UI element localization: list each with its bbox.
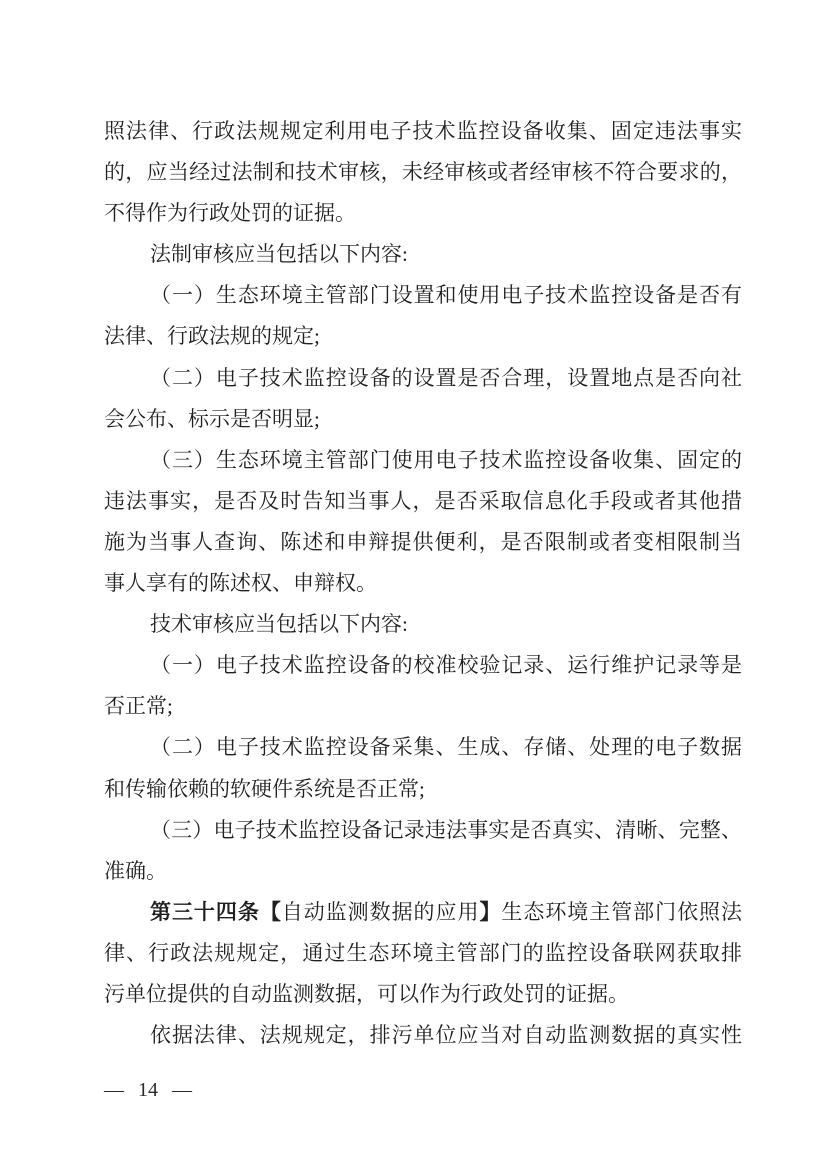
text-line	[104, 892, 742, 933]
text-segment: 技术审核应当包括以下内容:	[150, 612, 408, 637]
text-segment: 准确。	[104, 858, 167, 883]
text-line	[104, 316, 742, 357]
page-footer	[104, 1079, 192, 1101]
text-line	[104, 933, 742, 974]
text-segment: 法律、行政法规的规定;	[104, 324, 320, 349]
text-segment: （二）电子技术监控设备的设置是否合理，设置地点是否向社	[150, 365, 742, 390]
text-segment: 事人享有的陈述权、申辩权。	[104, 571, 377, 596]
text-segment: 法制审核应当包括以下内容:	[150, 242, 408, 267]
text-segment: 生态环境主管部门依照法	[501, 899, 742, 924]
text-segment: 污单位提供的自动监测数据，可以作为行政处罚的证据。	[104, 981, 629, 1006]
text-segment: 照法律、行政法规规定利用电子技术监控设备收集、固定违法事实	[104, 119, 742, 143]
text-line	[104, 810, 742, 851]
text-segment: （一）生态环境主管部门设置和使用电子技术监控设备是否有	[150, 283, 742, 308]
text-line	[104, 440, 742, 481]
text-segment: 违法事实，是否及时告知当事人，是否采取信息化手段或者其他措	[104, 488, 742, 513]
text-line	[104, 234, 742, 275]
text-segment: 的，应当经过法制和技术审核，未经审核或者经审核不符合要求的，	[104, 160, 742, 185]
text-segment: 依据法律、法规规定，排污单位应当对自动监测数据的真实性	[150, 1023, 742, 1048]
footer-right-dash: —	[172, 1079, 192, 1101]
article-heading-segment: 第三十四条	[150, 899, 260, 924]
text-line	[104, 769, 742, 810]
text-segment: 会公布、标示是否明显;	[104, 406, 320, 431]
text-line	[104, 193, 742, 234]
text-line	[104, 152, 742, 193]
text-line	[104, 275, 742, 316]
article-heading-segment: 【	[259, 899, 282, 924]
text-line	[104, 111, 742, 152]
text-line	[104, 358, 742, 399]
text-segment: （三）生态环境主管部门使用电子技术监控设备收集、固定的	[150, 447, 742, 472]
article-heading-segment: 】	[479, 899, 502, 924]
text-line	[104, 563, 742, 604]
text-segment: 不得作为行政处罚的证据。	[104, 201, 356, 226]
text-line	[104, 481, 742, 522]
text-segment: 律、行政法规规定，通过生态环境主管部门的监控设备联网获取排	[104, 940, 742, 965]
text-segment: 否正常;	[104, 694, 173, 719]
text-line	[104, 604, 742, 645]
document-body-text	[104, 111, 742, 1056]
text-segment: （三）电子技术监控设备记录违法事实是否真实、清晰、完整、	[150, 817, 742, 842]
text-line	[104, 645, 742, 686]
text-line	[104, 686, 742, 727]
text-segment: （二）电子技术监控设备采集、生成、存储、处理的电子数据	[150, 735, 742, 760]
text-line	[104, 974, 742, 1015]
text-segment: （一）电子技术监控设备的校准校验记录、运行维护记录等是	[150, 653, 742, 678]
text-line	[104, 399, 742, 440]
page-number: 14	[138, 1079, 158, 1101]
text-line	[104, 727, 742, 768]
text-line	[104, 851, 742, 892]
text-segment: 施为当事人查询、陈述和申辩提供便利，是否限制或者变相限制当	[104, 529, 742, 554]
text-line	[104, 1015, 742, 1056]
text-segment: 和传输依赖的软硬件系统是否正常;	[104, 776, 425, 801]
text-segment: 自动监测数据的应用	[281, 899, 480, 924]
footer-left-dash: —	[104, 1079, 124, 1101]
text-line	[104, 522, 742, 563]
